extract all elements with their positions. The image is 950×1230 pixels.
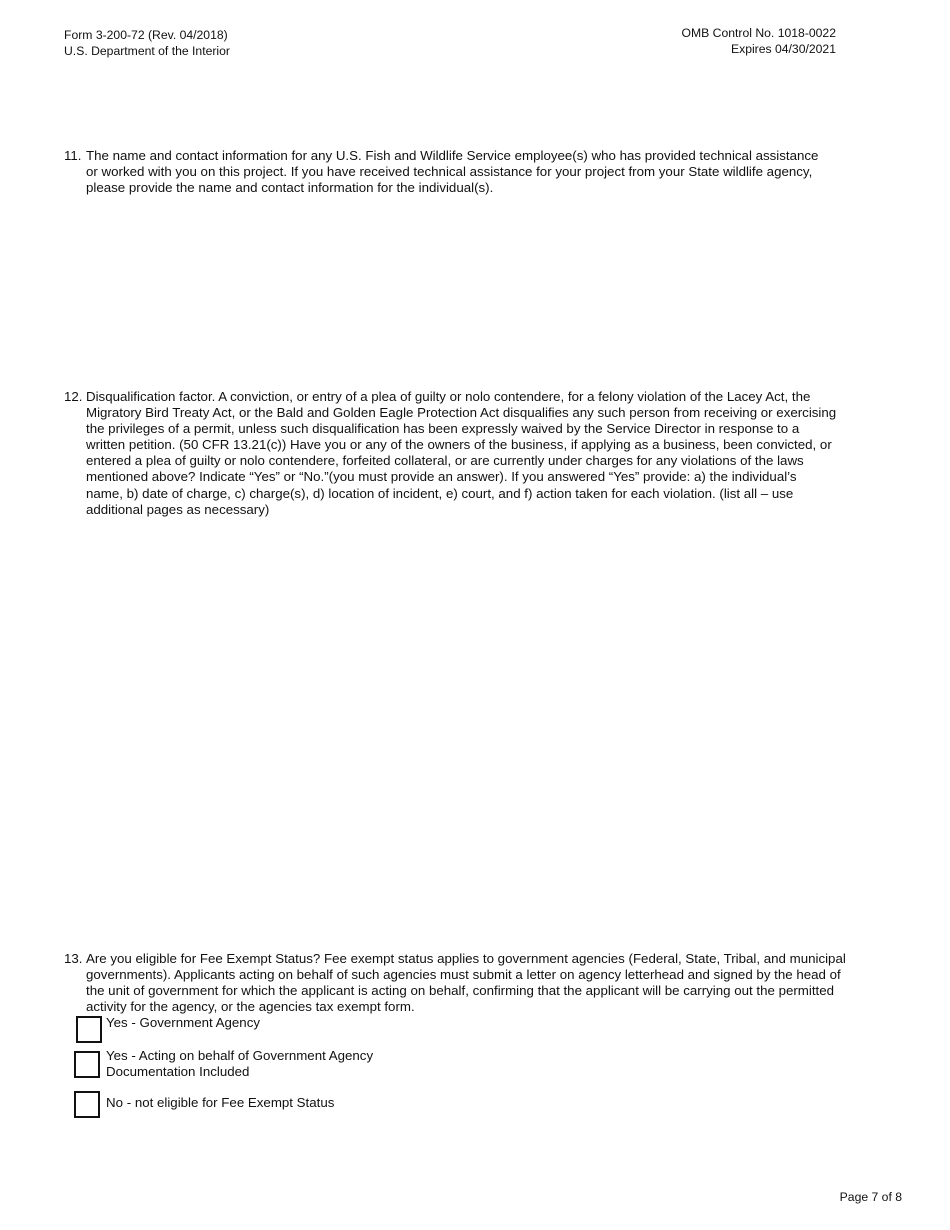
department-name: U.S. Department of the Interior [64, 43, 230, 58]
option-label: No - not eligible for Fee Exempt Status [106, 1095, 335, 1110]
question-text: Disqualification factor. A conviction, or entry of a plea of guilty or nolo contendere, for a felony violation of the Lacey Act, the Migratory Bird Treaty Act, or the Bald and Golden Eagle Protection Act disqualifies any such person from receiving or exercising the privileges of a permit, unless such disqualification has been expressly waived by the Service Director in response to a written petition. (50 CFR 13.21(c)) Have you or any of the owners of the business, if applying as a business, been convicted, or entered a plea of guilty or nolo contendere, forfeited collateral, or are currently under charges for any violations of the laws mentioned above? Indicate “Yes” or “No.”(you must provide an answer). If you answered “Yes” provide: a) the individual’s name, b) date of charge, c) charge(s), d) location of incident, e) court, and f) action taken for each violation. (list all – use additional pages as necessary) [86, 389, 837, 517]
option-label [106, 1048, 373, 1080]
question-13 [64, 951, 854, 1015]
question-number: 13. [64, 951, 83, 966]
form-header-left [64, 28, 230, 59]
option-label: Yes - Government Agency [106, 1015, 260, 1030]
option-label-line2: Documentation Included [106, 1064, 250, 1079]
question-text: The name and contact information for any U.S. Fish and Wildlife Service employee(s) who has provided technical assistance or worked with you on this project. If you have received technical assistance for your project from your State wildlife agency, please provide the name and contact information for the individual(s). [86, 148, 819, 196]
acting-on-behalf-checkbox[interactable] [74, 1051, 100, 1078]
question-text: Are you eligible for Fee Exempt Status? Fee exempt status applies to government agencies (Federal, State, Tribal, and municipal governments). Applicants acting on behalf of such agencies must submit a letter on agency letterhead and signed by the head of the unit of government for which the applicant is acting on behalf, confirming that the applicant will be carrying out the permitted activity for the agency, or the agencies tax exempt form. [86, 951, 846, 1015]
question-number: 12. [64, 389, 83, 404]
question-12 [64, 389, 837, 518]
not-eligible-checkbox[interactable] [74, 1091, 100, 1118]
option-label-line1: Yes - Acting on behalf of Government Agency [106, 1048, 374, 1063]
form-header-right [682, 26, 836, 57]
omb-control-number: OMB Control No. 1018-0022 [681, 26, 836, 40]
page-number: Page 7 of 8 [839, 1190, 902, 1204]
form-number: Form 3-200-72 (Rev. 04/2018) [64, 28, 228, 42]
question-number: 11. [64, 148, 82, 163]
question-11 [64, 148, 824, 196]
government-agency-checkbox[interactable] [76, 1016, 102, 1043]
expiration-date: Expires 04/30/2021 [730, 41, 836, 56]
